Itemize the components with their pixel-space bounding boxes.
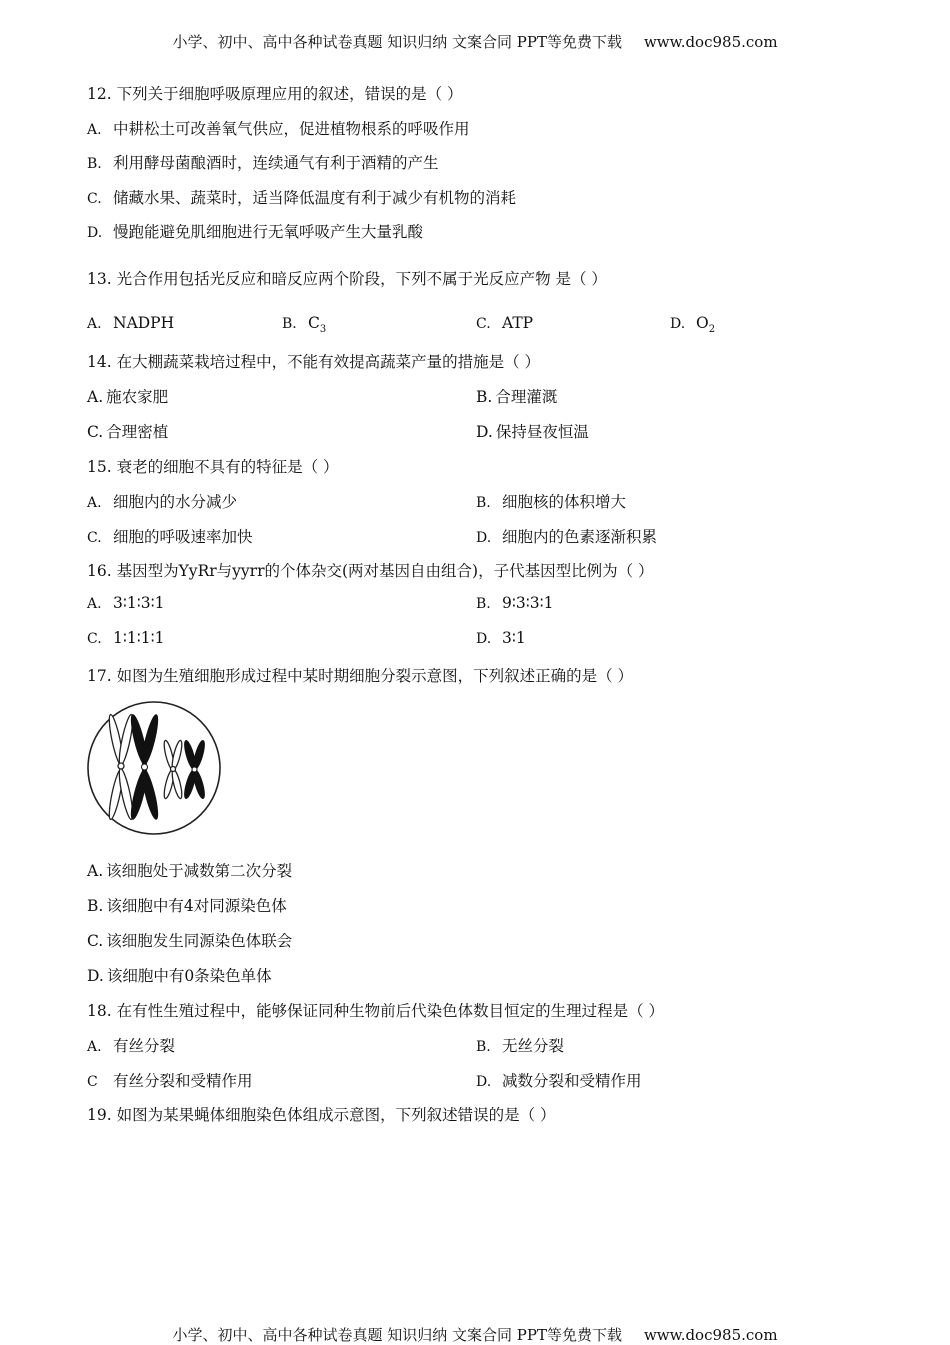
header-site: www.doc985.com: [643, 33, 778, 51]
q14-stem: 14. 在大棚蔬菜栽培过程中，不能有效提高蔬菜产量的措施是（ ）: [87, 353, 541, 371]
q12-option-c: C. 储藏水果、蔬菜时，适当降低温度有利于减少有机物的消耗: [87, 189, 517, 207]
q17-stem: 17. 如图为生殖细胞形成过程中某时期细胞分裂示意图，下列叙述正确的是（ ）: [87, 667, 634, 685]
q12-option-d: D. 慢跑能避免肌细胞进行无氧呼吸产生大量乳酸: [87, 223, 424, 241]
q16-option-d: D. 3∶1: [476, 629, 526, 647]
q14-option-d: D. 保持昼夜恒温: [476, 423, 589, 441]
q13-option-c: C. ATP: [476, 314, 534, 332]
q15-option-c: C. 细胞的呼吸速率加快: [87, 528, 253, 546]
q18-stem: 18. 在有性生殖过程中，能够保证同种生物前后代染色体数目恒定的生理过程是（ ）: [87, 1002, 665, 1020]
q14-option-a: A. 施农家肥: [87, 388, 169, 406]
header-text: 小学、初中、高中各种试卷真题 知识归纳 文案合同 PPT等免费下载: [172, 33, 622, 51]
page-header: [0, 31, 950, 52]
q15-option-b: B. 细胞核的体积增大: [476, 493, 627, 511]
q13-stem: 13. 光合作用包括光反应和暗反应两个阶段，下列不属于光反应产物 是（ ）: [87, 270, 607, 288]
q12-stem: 12. 下列关于细胞呼吸原理应用的叙述，错误的是（ ）: [87, 85, 463, 103]
q13-option-a: A. NADPH: [87, 314, 175, 332]
q18-option-b: B. 无丝分裂: [476, 1037, 565, 1055]
q15-stem: 15. 衰老的细胞不具有的特征是（ ）: [87, 458, 339, 476]
q18-option-d: D. 减数分裂和受精作用: [476, 1072, 642, 1090]
q15-option-a: A. 细胞内的水分减少: [87, 493, 238, 511]
q14-option-c: C. 合理密植: [87, 423, 169, 441]
q16-option-b: B. 9∶3∶3∶1: [476, 594, 554, 612]
q17-option-b: B. 该细胞中有4对同源染色体: [87, 897, 287, 915]
q12-option-a: A. 中耕松土可改善氧气供应，促进植物根系的呼吸作用: [87, 120, 470, 138]
q14-option-b: B. 合理灌溉: [476, 388, 558, 406]
q17-option-d: D. 该细胞中有0条染色单体: [87, 967, 272, 985]
q19-stem: 19. 如图为某果蝇体细胞染色体组成示意图，下列叙述错误的是（ ）: [87, 1106, 556, 1124]
q16-option-a: A. 3∶1∶3∶1: [87, 594, 165, 612]
footer-text: 小学、初中、高中各种试卷真题 知识归纳 文案合同 PPT等免费下载: [172, 1326, 622, 1344]
q18-option-a: A. 有丝分裂: [87, 1037, 176, 1055]
q17-option-c: C. 该细胞发生同源染色体联会: [87, 932, 293, 950]
footer-site: www.doc985.com: [643, 1326, 778, 1344]
cell-division-diagram: [84, 700, 224, 836]
q13-option-b: B. $C_3$: [282, 314, 327, 336]
q16-option-c: C. 1∶1∶1∶1: [87, 629, 165, 647]
q13-option-d: D. $O_2$: [670, 314, 716, 336]
q12-option-b: B. 利用酵母菌酿酒时，连续通气有利于酒精的产生: [87, 154, 439, 172]
q17-option-a: A. 该细胞处于减数第二次分裂: [87, 862, 293, 880]
page-footer: [0, 1324, 950, 1345]
q18-option-c: C 有丝分裂和受精作用: [87, 1072, 253, 1090]
q15-option-d: D. 细胞内的色素逐渐积累: [476, 528, 658, 546]
q16-stem: 16. 基因型为YyRr与yyrr的个体杂交(两对基因自由组合)，子代基因型比例为（ ）: [87, 562, 654, 580]
